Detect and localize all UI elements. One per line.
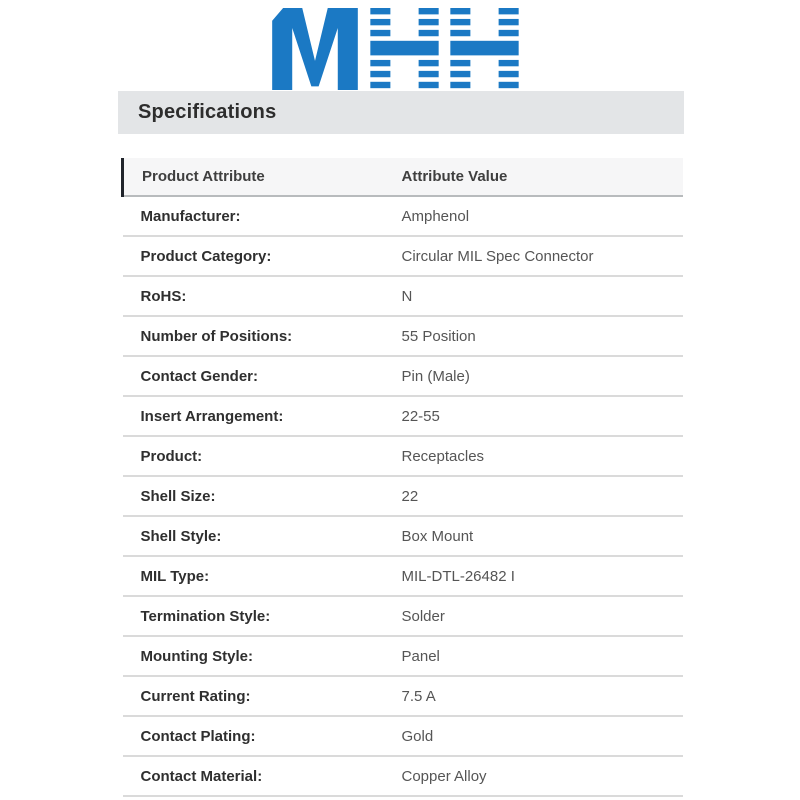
attribute-label: Number of Positions: [140, 327, 293, 345]
table-row [123, 716, 684, 756]
column-header-attribute-value: Attribute Value [401, 168, 508, 185]
attribute-label: Product Category: [140, 247, 272, 265]
attribute-label: Contact Material: [140, 767, 263, 785]
attribute-label: Mounting Style: [140, 647, 253, 665]
mhh-logo[interactable] [268, 8, 524, 90]
section-title: Specifications [138, 101, 277, 123]
table-row [123, 516, 684, 556]
attribute-label: Shell Size: [140, 487, 216, 505]
table-row [123, 276, 684, 316]
attribute-value: Box Mount [401, 527, 474, 545]
attribute-label: Contact Gender: [140, 367, 259, 385]
attribute-value: Gold [401, 727, 434, 745]
table-row [123, 636, 684, 676]
table-row [123, 676, 684, 716]
specifications-table [121, 158, 683, 797]
table-row [123, 316, 684, 356]
attribute-label: Current Rating: [140, 687, 251, 705]
attribute-label: RoHS: [140, 287, 187, 305]
table-header-row [123, 158, 684, 196]
attribute-value: Amphenol [401, 207, 470, 225]
specifications-section-header [118, 91, 684, 134]
attribute-label: Contact Plating: [140, 727, 256, 745]
attribute-value: N [401, 287, 413, 305]
column-header-product-attribute: Product Attribute [142, 168, 265, 185]
table-row [123, 476, 684, 516]
attribute-value: Pin (Male) [401, 367, 470, 385]
table-row [123, 356, 684, 396]
table-row [123, 436, 684, 476]
attribute-label: Insert Arrangement: [140, 407, 284, 425]
table-row [123, 556, 684, 596]
table-row [123, 756, 684, 796]
attribute-label: Manufacturer: [140, 207, 241, 225]
attribute-label: Termination Style: [140, 607, 271, 625]
attribute-value: 22-55 [401, 407, 440, 425]
table-row [123, 396, 684, 436]
attribute-label: Shell Style: [140, 527, 222, 545]
attribute-label: MIL Type: [140, 567, 210, 585]
attribute-value: Panel [401, 647, 440, 665]
logo-letter-m-icon [268, 8, 362, 90]
attribute-value: Copper Alloy [401, 767, 487, 785]
logo-letter-h-icon [367, 8, 442, 90]
attribute-value: 7.5 A [401, 687, 436, 705]
attribute-value: Receptacles [401, 447, 485, 465]
attribute-value: Circular MIL Spec Connector [401, 247, 594, 265]
attribute-value: MIL-DTL-26482 I [401, 567, 515, 585]
attribute-label: Product: [140, 447, 203, 465]
attribute-value: 22 [401, 487, 419, 505]
attribute-value: Solder [401, 607, 445, 625]
logo-letter-h-icon [447, 8, 522, 90]
attribute-value: 55 Position [401, 327, 476, 345]
table-row [123, 596, 684, 636]
table-row [123, 236, 684, 276]
table-row [123, 196, 684, 236]
